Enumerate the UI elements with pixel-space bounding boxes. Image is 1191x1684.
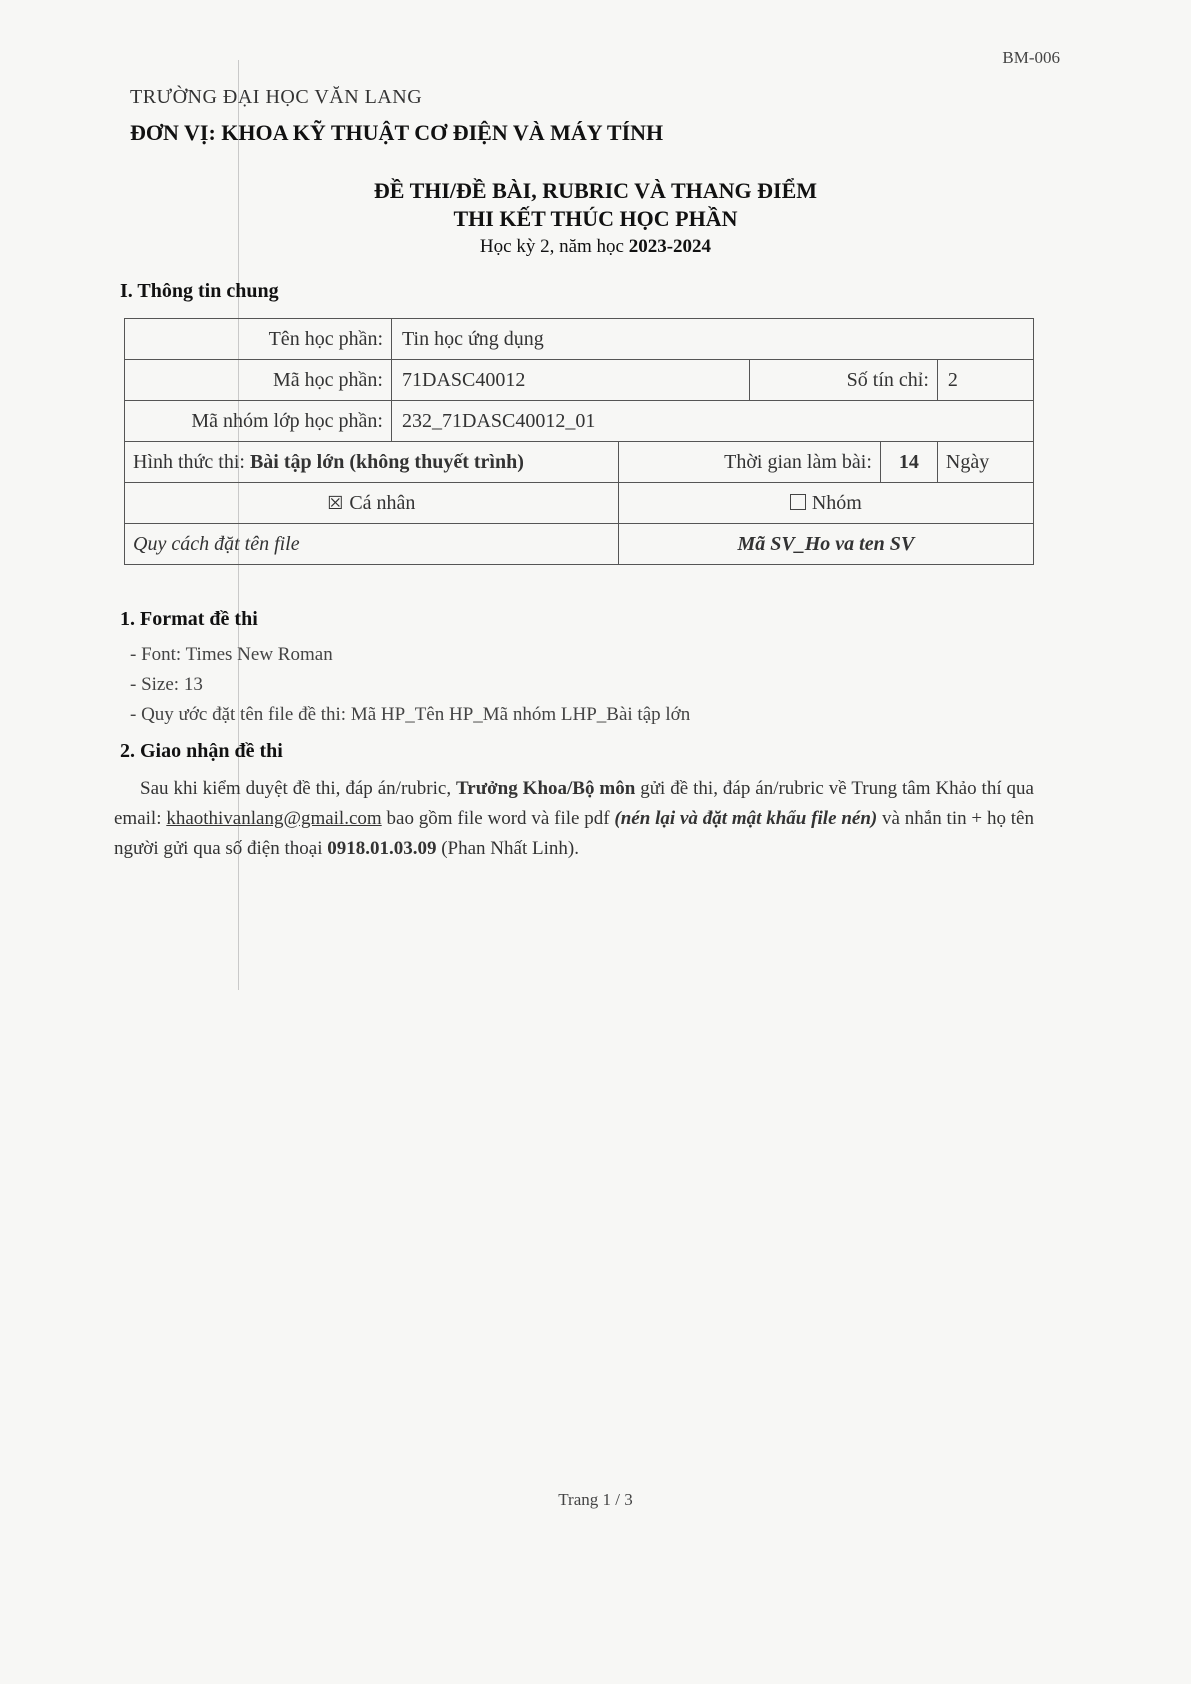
format-size: - Size: 13	[130, 674, 203, 695]
delivery-text-5: (Phan Nhất Linh).	[436, 838, 579, 859]
credits-label: Số tín chỉ:	[749, 360, 937, 401]
file-rule-value: Mã SV_Ho va ten SV	[618, 524, 1033, 565]
time-unit: Ngày	[937, 442, 1033, 483]
unit-name: ĐƠN VỊ: KHOA KỸ THUẬT CƠ ĐIỆN VÀ MÁY TÍNH	[130, 120, 664, 145]
checked-box-icon: ☒	[327, 492, 344, 513]
exam-form-value: Bài tập lớn (không thuyết trình)	[249, 450, 524, 473]
course-name-label: Tên học phần:	[125, 319, 392, 360]
table-row	[125, 319, 1034, 360]
individual-label: Cá nhân	[349, 491, 416, 514]
delivery-phone: 0918.01.03.09	[327, 838, 437, 859]
section-general-info-heading: I. Thông tin chung	[120, 280, 279, 302]
exam-form-cell	[125, 442, 619, 483]
delivery-paragraph	[114, 774, 1034, 864]
table-row	[125, 401, 1034, 442]
group-option	[618, 483, 1033, 524]
delivery-note: (nén lại và đặt mật khẩu file nén)	[614, 808, 878, 829]
university-name: TRƯỜNG ĐẠI HỌC VĂN LANG	[130, 86, 423, 108]
delivery-email-link[interactable]: khaothivanlang@gmail.com	[166, 808, 382, 829]
table-row	[125, 524, 1034, 565]
form-code: BM-006	[1002, 48, 1060, 67]
table-row	[125, 442, 1034, 483]
document-title-line2: THI KẾT THÚC HỌC PHẦN	[453, 206, 738, 231]
page-number: Trang 1 / 3	[558, 1490, 633, 1509]
format-font: - Font: Times New Roman	[130, 644, 333, 665]
class-code-value: 232_71DASC40012_01	[392, 401, 1034, 442]
format-heading: 1. Format đề thi	[120, 608, 258, 630]
class-code-label: Mã nhóm lớp học phần:	[125, 401, 392, 442]
course-name-value: Tin học ứng dụng	[392, 319, 1034, 360]
semester-line	[0, 236, 1191, 258]
general-info-table	[124, 318, 1034, 565]
table-row	[125, 360, 1034, 401]
exam-form-label: Hình thức thi:	[133, 450, 245, 473]
group-label: Nhóm	[811, 491, 862, 514]
delivery-heading: 2. Giao nhận đề thi	[120, 740, 283, 762]
individual-option	[125, 483, 619, 524]
academic-year: 2023-2024	[628, 236, 712, 257]
delivery-text-4: và nhắn tin + họ tên người gửi qua số điện thoại	[114, 808, 1034, 859]
delivery-text-2: gửi đề thi, đáp án/rubric về Trung tâm Khảo thí qua email:	[114, 778, 1034, 829]
time-label: Thời gian làm bài:	[618, 442, 880, 483]
unchecked-box-icon	[790, 494, 806, 510]
delivery-text-3: bao gồm file word và file pdf	[381, 808, 615, 829]
table-row	[125, 483, 1034, 524]
delivery-text-1: Sau khi kiểm duyệt đề thi, đáp án/rubric,	[140, 778, 457, 799]
course-code-label: Mã học phần:	[125, 360, 392, 401]
course-code-value: 71DASC40012	[392, 360, 750, 401]
file-rule-label: Quy cách đặt tên file	[125, 524, 619, 565]
format-naming: - Quy ước đặt tên file đề thi: Mã HP_Tên HP_Mã nhóm LHP_Bài tập lớn	[130, 704, 691, 725]
credits-value: 2	[937, 360, 1033, 401]
delivery-role: Trưởng Khoa/Bộ môn	[456, 778, 636, 799]
time-value: 14	[880, 442, 937, 483]
document-title-line1: ĐỀ THI/ĐỀ BÀI, RUBRIC VÀ THANG ĐIỂM	[373, 178, 818, 203]
semester-prefix: Học kỳ 2, năm học	[479, 236, 629, 257]
